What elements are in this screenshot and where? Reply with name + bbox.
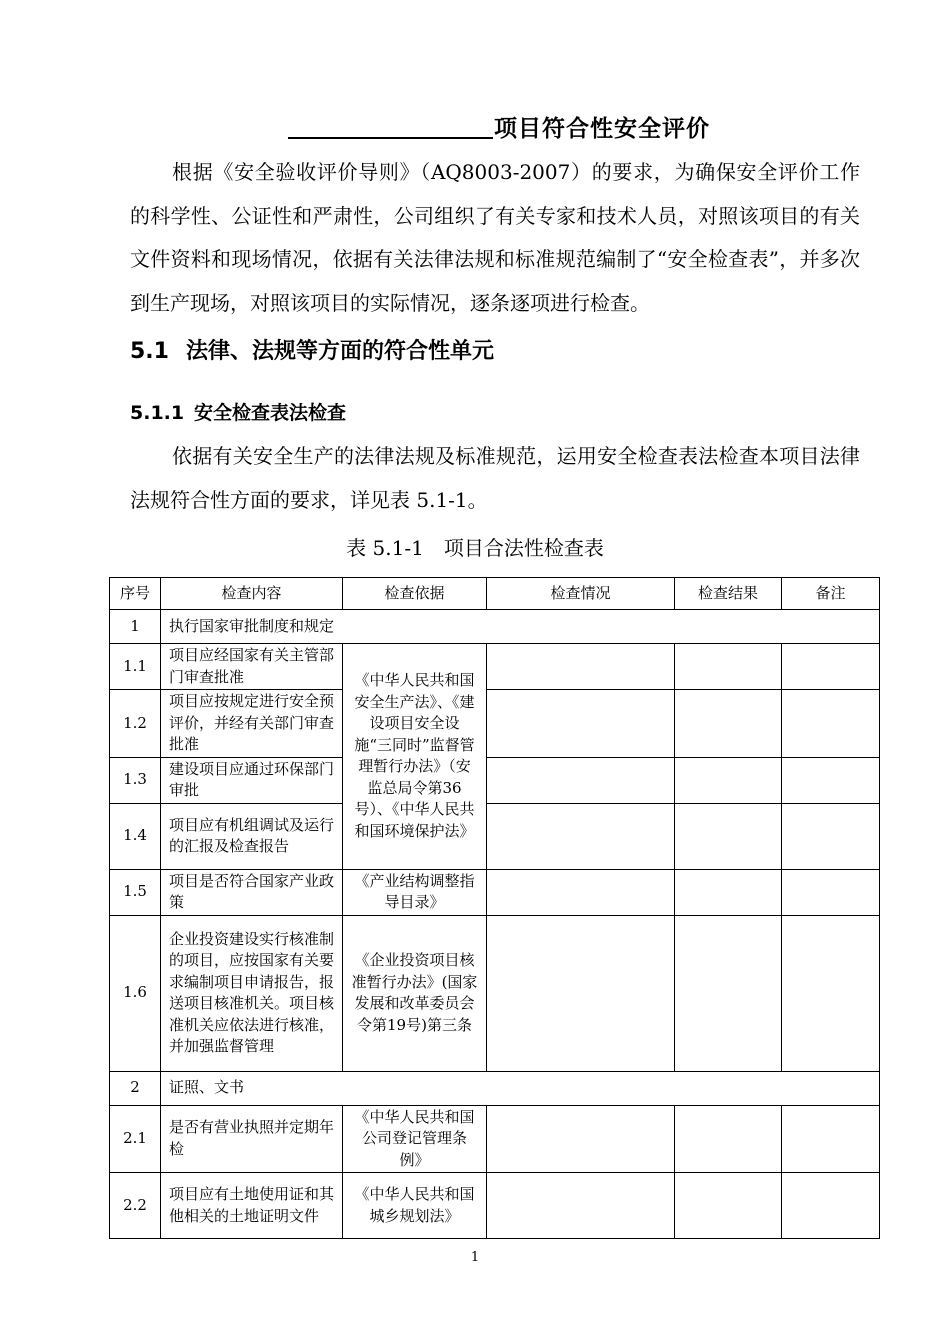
- row-basis: 《中华人民共和国安全生产法》、《建设项目安全设施“三同时”监督管理暂行办法》（安监总局令第36号）、《中华人民共和国环境保护法》: [343, 644, 487, 870]
- table-row: [110, 915, 880, 1071]
- row-remark: [782, 1173, 880, 1239]
- row-basis: 《企业投资项目核准暂行办法》(国家发展和改革委员会令第19号)第三条: [343, 915, 487, 1071]
- table-section-row: [110, 1071, 880, 1105]
- header-remark: 备注: [782, 578, 880, 610]
- header-content: 检查内容: [161, 578, 343, 610]
- table-row: [110, 644, 880, 690]
- title-blank-underline: [288, 137, 493, 139]
- section-no: 2: [110, 1071, 161, 1105]
- row-result: [675, 757, 782, 803]
- row-content: 项目应有机组调试及运行的汇报及检查报告: [161, 803, 343, 869]
- row-remark: [782, 869, 880, 915]
- subsection-paragraph: 依据有关安全生产的法律法规及标准规范，运用安全检查表法检查本项目法律法规符合性方面的要求，详见表 5.1-1。: [130, 444, 860, 512]
- section-title-cell: 执行国家审批制度和规定: [161, 610, 880, 644]
- table-row: [110, 757, 880, 803]
- row-result: [675, 1173, 782, 1239]
- header-no: 序号: [110, 578, 161, 610]
- subsection-number: 5.1.1: [130, 402, 185, 424]
- table-section-row: [110, 610, 880, 644]
- row-result: [675, 1105, 782, 1173]
- row-status: [487, 869, 675, 915]
- row-status: [487, 757, 675, 803]
- table-caption: 表 5.1-1 项目合法性检查表: [346, 536, 604, 560]
- row-result: [675, 690, 782, 758]
- table-row: [110, 869, 880, 915]
- table-row: [110, 1105, 880, 1173]
- section-title-cell: 证照、文书: [161, 1071, 880, 1105]
- row-no: 2.1: [110, 1105, 161, 1173]
- subsection-heading: [130, 398, 346, 425]
- row-remark: [782, 803, 880, 869]
- row-content: 项目是否符合国家产业政策: [161, 869, 343, 915]
- table-row: [110, 803, 880, 869]
- title-block: [0, 106, 950, 146]
- table-header-row: [110, 578, 880, 610]
- row-result: [675, 644, 782, 690]
- row-content: 项目应有土地使用证和其他相关的土地证明文件: [161, 1173, 343, 1239]
- header-result: 检查结果: [675, 578, 782, 610]
- section-heading: [130, 334, 494, 365]
- row-content: 是否有营业执照并定期年检: [161, 1105, 343, 1173]
- table-row: [110, 690, 880, 758]
- row-status: [487, 690, 675, 758]
- section-number: 5.1: [130, 339, 169, 364]
- table-row: [110, 1173, 880, 1239]
- row-remark: [782, 690, 880, 758]
- page-title: 项目符合性安全评价: [494, 116, 710, 142]
- row-content: 项目应经国家有关主管部门审查批准: [161, 644, 343, 690]
- section-title: 法律、法规等方面的符合性单元: [186, 339, 495, 364]
- row-no: 1.3: [110, 757, 161, 803]
- row-status: [487, 1173, 675, 1239]
- row-result: [675, 869, 782, 915]
- row-no: 1.6: [110, 915, 161, 1071]
- row-status: [487, 644, 675, 690]
- row-remark: [782, 1105, 880, 1173]
- legality-check-table: [109, 577, 880, 1239]
- row-content: 项目应按规定进行安全预评价，并经有关部门审查批准: [161, 690, 343, 758]
- row-basis: 《中华人民共和国公司登记管理条例》: [343, 1105, 487, 1173]
- header-status: 检查情况: [487, 578, 675, 610]
- row-content: 企业投资建设实行核准制的项目，应按国家有关要求编制项目申请报告，报送项目核准机关。项目核准机关应依法进行核准，并加强监督管理: [161, 915, 343, 1071]
- header-basis: 检查依据: [343, 578, 487, 610]
- section-no: 1: [110, 610, 161, 644]
- row-no: 1.1: [110, 644, 161, 690]
- row-remark: [782, 644, 880, 690]
- row-remark: [782, 915, 880, 1071]
- row-remark: [782, 757, 880, 803]
- intro-paragraph: 根据《安全验收评价导则》（AQ8003-2007）的要求，为确保安全评价工作的科学性、公证性和严肃性，公司组织了有关专家和技术人员，对照该项目的有关文件资料和现场情况，依据有关法律法规和标准规范编制了“安全检查表”，并多次到生产现场，对照该项目的实际情况，逐条逐项进行检查。: [130, 160, 860, 315]
- page-number: 1: [470, 1250, 480, 1265]
- row-status: [487, 1105, 675, 1173]
- row-no: 1.5: [110, 869, 161, 915]
- row-result: [675, 915, 782, 1071]
- row-content: 建设项目应通过环保部门审批: [161, 757, 343, 803]
- row-result: [675, 803, 782, 869]
- row-no: 1.4: [110, 803, 161, 869]
- row-basis: 《产业结构调整指导目录》: [343, 869, 487, 915]
- row-status: [487, 803, 675, 869]
- subsection-title: 安全检查表法检查: [194, 402, 347, 424]
- row-no: 1.2: [110, 690, 161, 758]
- row-basis: 《中华人民共和国城乡规划法》: [343, 1173, 487, 1239]
- row-status: [487, 915, 675, 1071]
- row-no: 2.2: [110, 1173, 161, 1239]
